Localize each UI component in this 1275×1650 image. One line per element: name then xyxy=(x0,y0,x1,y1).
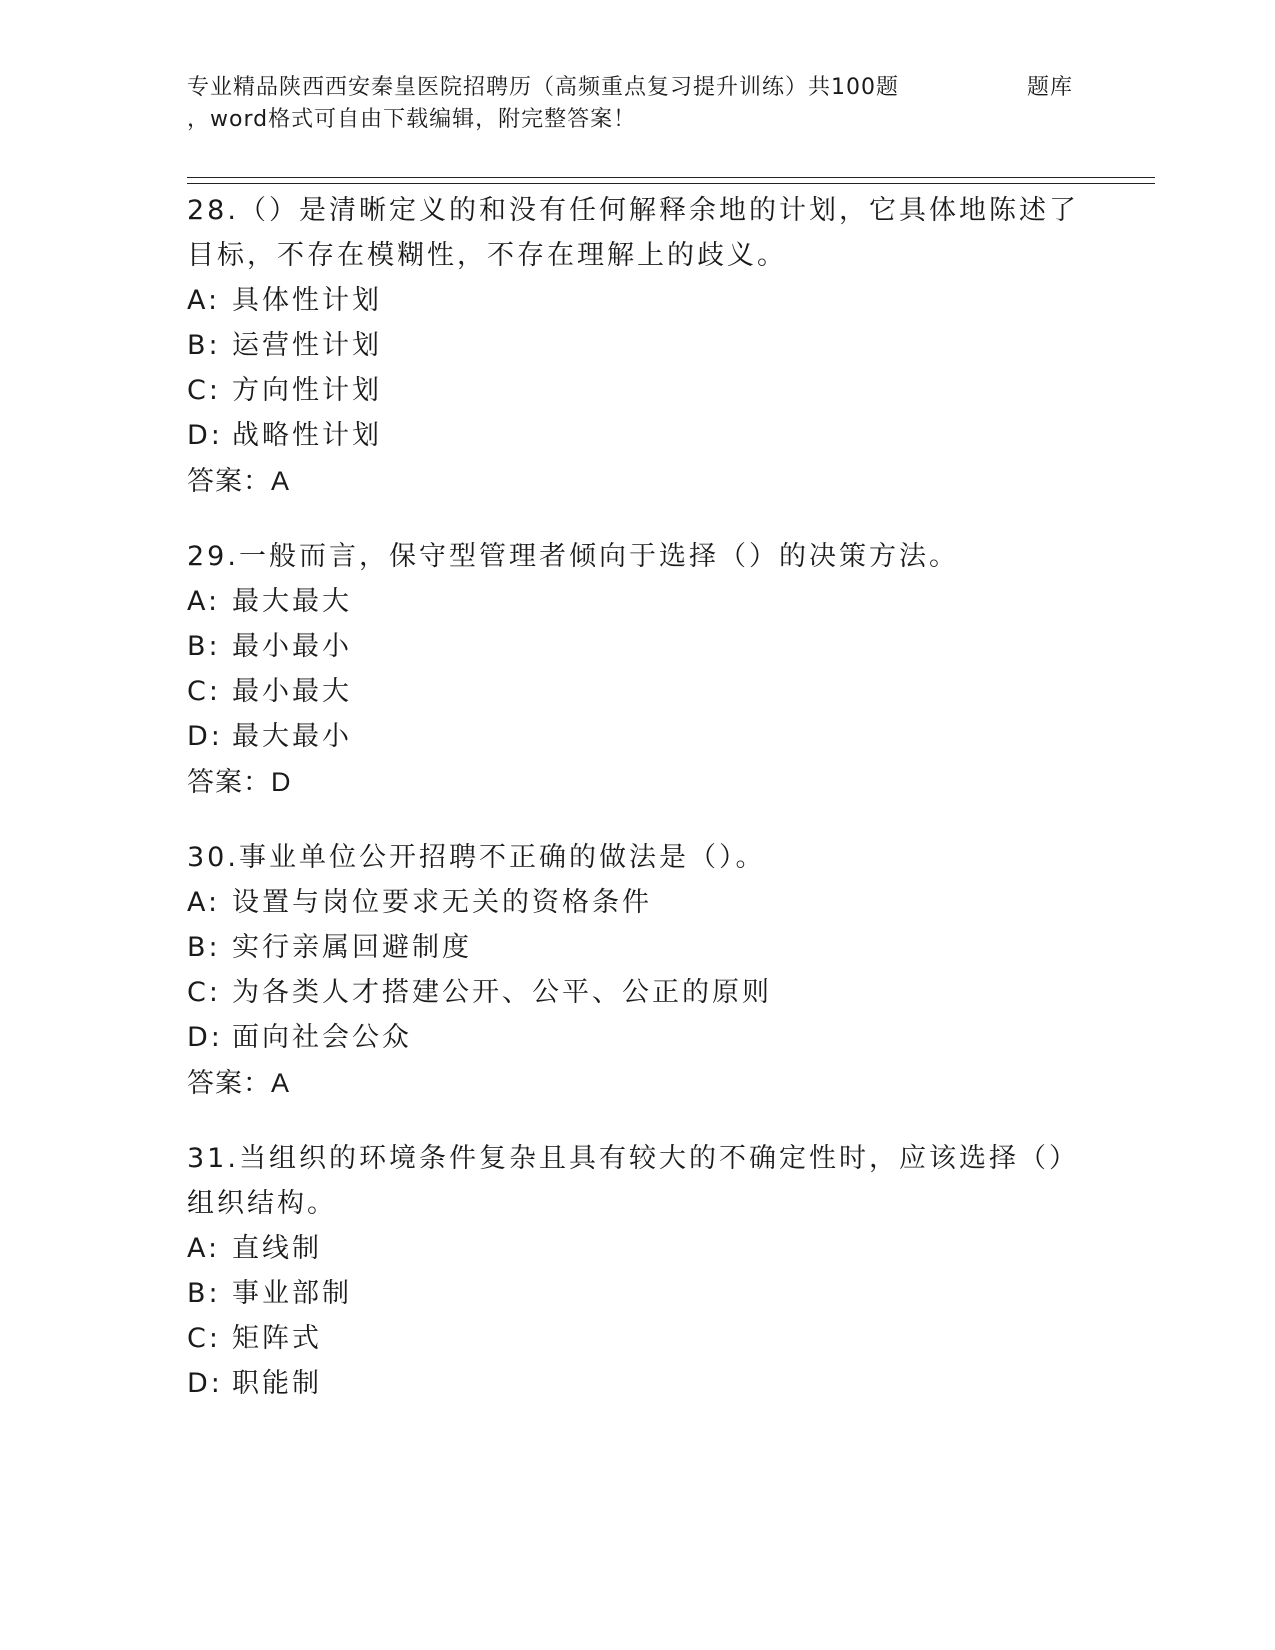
option-text: 最小最小 xyxy=(232,631,352,662)
option-d xyxy=(187,1015,1087,1060)
option-c xyxy=(187,368,1087,413)
option-letter: C: xyxy=(187,676,221,707)
option-letter: D: xyxy=(187,721,223,752)
option-d xyxy=(187,413,1087,458)
option-d xyxy=(187,1361,1087,1406)
option-letter: B: xyxy=(187,1278,221,1309)
option-b xyxy=(187,1271,1087,1316)
option-a xyxy=(187,1226,1087,1271)
option-text: 最小最大 xyxy=(232,676,352,707)
option-letter: B: xyxy=(187,330,221,361)
option-c xyxy=(187,669,1087,714)
question-text: 30.事业单位公开招聘不正确的做法是（）。 xyxy=(187,842,766,873)
option-letter: D: xyxy=(187,1368,223,1399)
question-text: 29.一般而言，保守型管理者倾向于选择（）的决策方法。 xyxy=(187,541,959,572)
question-28 xyxy=(187,188,1087,504)
answer-line: 答案：A xyxy=(187,1068,291,1098)
option-b xyxy=(187,323,1087,368)
answer-line: 答案：A xyxy=(187,466,291,496)
option-a xyxy=(187,278,1087,323)
option-text: 运营性计划 xyxy=(232,330,382,361)
question-30 xyxy=(187,835,1087,1106)
option-text: 方向性计划 xyxy=(232,375,382,406)
option-letter: C: xyxy=(187,1323,221,1354)
header-line-1 xyxy=(187,72,1087,104)
option-letter: A: xyxy=(187,586,221,617)
option-letter: A: xyxy=(187,285,221,316)
question-29 xyxy=(187,534,1087,805)
question-list xyxy=(187,188,1087,1436)
question-text: 28.（）是清晰定义的和没有任何解释余地的计划，它具体地陈述了目标，不存在模糊性，不存在理解上的歧义。 xyxy=(187,195,1079,271)
option-text: 直线制 xyxy=(232,1233,322,1264)
answer-line: 答案：D xyxy=(187,767,292,797)
option-text: 最大最大 xyxy=(232,586,352,617)
option-a xyxy=(187,579,1087,624)
option-letter: A: xyxy=(187,1233,221,1264)
question-31 xyxy=(187,1136,1087,1406)
header-tag: 题库 xyxy=(1027,75,1074,100)
header-subtitle: ，word格式可自由下载编辑，附完整答案！ xyxy=(187,107,637,132)
option-c xyxy=(187,970,1087,1015)
option-a xyxy=(187,880,1087,925)
option-letter: B: xyxy=(187,932,221,963)
option-text: 最大最小 xyxy=(232,721,352,752)
option-letter: C: xyxy=(187,375,221,406)
option-c xyxy=(187,1316,1087,1361)
option-text: 面向社会公众 xyxy=(232,1022,412,1053)
option-letter: B: xyxy=(187,631,221,662)
option-text: 事业部制 xyxy=(232,1278,352,1309)
document-header xyxy=(187,72,1087,136)
option-text: 战略性计划 xyxy=(232,420,382,451)
option-text: 为各类人才搭建公开、公平、公正的原则 xyxy=(232,977,772,1008)
option-b xyxy=(187,624,1087,669)
option-text: 矩阵式 xyxy=(232,1323,322,1354)
option-b xyxy=(187,925,1087,970)
header-title: 专业精品陕西西安秦皇医院招聘历（高频重点复习提升训练）共100题 xyxy=(187,75,899,100)
option-text: 设置与岗位要求无关的资格条件 xyxy=(232,887,652,918)
header-divider-top xyxy=(187,177,1155,178)
option-letter: A: xyxy=(187,887,221,918)
option-d xyxy=(187,714,1087,759)
option-text: 实行亲属回避制度 xyxy=(232,932,472,963)
question-text: 31.当组织的环境条件复杂且具有较大的不确定性时，应该选择（）组织结构。 xyxy=(187,1143,1079,1219)
option-text: 职能制 xyxy=(232,1368,322,1399)
option-letter: C: xyxy=(187,977,221,1008)
header-divider-bottom xyxy=(187,183,1155,184)
option-letter: D: xyxy=(187,420,223,451)
option-text: 具体性计划 xyxy=(232,285,382,316)
option-letter: D: xyxy=(187,1022,223,1053)
